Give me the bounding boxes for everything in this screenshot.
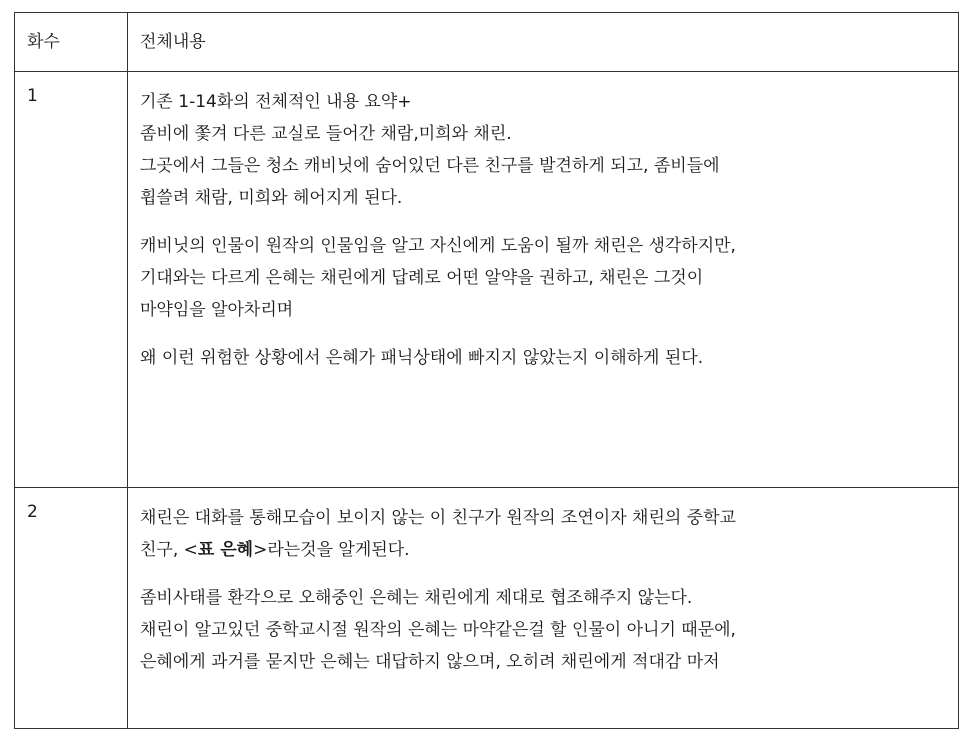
text-fragment: 친구, < bbox=[140, 540, 198, 560]
episode-summary-table bbox=[14, 12, 959, 729]
table-row bbox=[15, 488, 959, 729]
table-header-row bbox=[15, 13, 959, 72]
text-line: 채린은 대화를 통해모습이 보이지 않는 이 친구가 원작의 조연이자 채린의 중학교 bbox=[140, 508, 736, 528]
text-line: 채린이 알고있던 중학교시절 원작의 은혜는 마약같은걸 할 인물이 아니기 때문에, bbox=[140, 620, 736, 640]
episode-number: 2 bbox=[27, 502, 38, 522]
text-line: 왜 이런 위험한 상황에서 은혜가 패닉상태에 빠지지 않았는지 이해하게 된다. bbox=[140, 348, 704, 368]
text-fragment: >라는것을 알게된다. bbox=[253, 540, 410, 560]
episode-number-cell bbox=[15, 488, 128, 729]
header-episode-label: 화수 bbox=[27, 32, 60, 52]
text-line: 휩쓸려 채람, 미희와 헤어지게 된다. bbox=[140, 188, 403, 208]
text-line: 기존 1-14화의 전체적인 내용 요약+ bbox=[140, 92, 412, 112]
episode-number-cell bbox=[15, 72, 128, 488]
episode-content-cell bbox=[128, 72, 959, 488]
table-row bbox=[15, 72, 959, 488]
bold-name: 표 은혜 bbox=[197, 540, 254, 560]
text-line: 은혜에게 과거를 묻지만 은혜는 대답하지 않으며, 오히려 채린에게 적대감 마저 bbox=[140, 652, 720, 672]
paragraph bbox=[140, 502, 950, 566]
header-cell-episode bbox=[15, 13, 128, 72]
text-line: 그곳에서 그들은 청소 캐비닛에 숨어있던 다른 친구를 발견하게 되고, 좀비들에 bbox=[140, 156, 720, 176]
text-line: 좀비사태를 환각으로 오해중인 은혜는 채린에게 제대로 협조해주지 않는다. bbox=[140, 588, 693, 608]
paragraph bbox=[140, 230, 950, 326]
paragraph bbox=[140, 342, 950, 374]
text-line bbox=[140, 534, 950, 566]
episode-number: 1 bbox=[27, 86, 38, 106]
text-line: 좀비에 쫓겨 다른 교실로 들어간 채람,미희와 채린. bbox=[140, 124, 512, 144]
episode-content-cell bbox=[128, 488, 959, 729]
header-cell-content bbox=[128, 13, 959, 72]
text-line: 기대와는 다르게 은혜는 채린에게 답례로 어떤 알약을 권하고, 채린은 그것이 bbox=[140, 268, 704, 288]
header-content-label: 전체내용 bbox=[140, 32, 206, 52]
paragraph bbox=[140, 582, 950, 678]
text-line: 캐비닛의 인물이 원작의 인물임을 알고 자신에게 도움이 될까 채린은 생각하지만, bbox=[140, 236, 736, 256]
text-line: 마약임을 알아차리며 bbox=[140, 300, 294, 320]
paragraph bbox=[140, 86, 950, 214]
